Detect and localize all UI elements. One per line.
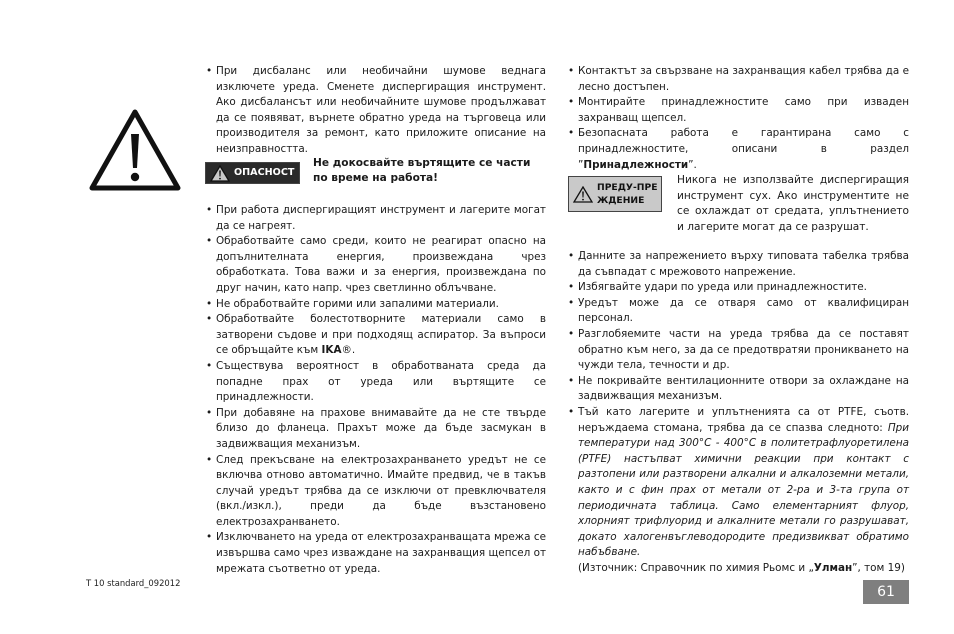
list-item: • Уредът може да се отваря само от квалифициран персонал. bbox=[568, 296, 909, 327]
list-item: • Обработвайте болестотворните материали само в затворени съдове и при подходящ аспиратор. За въпроси се обръщайте към IKA®. bbox=[206, 312, 546, 359]
list-item: • Безопасната работа е гарантирана само с принадлежностите, описани в раздел ”Принадлежности”. bbox=[568, 126, 909, 173]
danger-badge-label: ОПАСНОСТ bbox=[234, 167, 295, 178]
list-item: • При работа диспергиращият инструмент и лагерите могат да се нагреят. bbox=[206, 203, 546, 234]
ika-brand: IKA bbox=[321, 344, 342, 357]
accessories-link-text: Принадлежности bbox=[583, 158, 689, 171]
left-column-list bbox=[206, 203, 546, 577]
list-item: • Съществува вероятност в обработваната среда да попадне прах от уреда или въртящите се принадлежности. bbox=[206, 359, 546, 406]
caution-badge-label: ПРЕДУ-ПРЕЖДЕНИЕ bbox=[597, 182, 658, 206]
list-item: • При дисбаланс или необичайни шумове веднага изключете уреда. Сменете диспергиращия инструмент. Ако дисбалансът или необичайните шумове продължават да се появяват, върнете обратно уреда на търговеца или производителя за ремонт, като приложите описание на неизправността. bbox=[206, 64, 546, 158]
caution-text: Никога не използвайте диспергиращия инструмент сух. Ако инструментите не се охлаждат от средата, уплътнението и лагерите могат да се разрушат. bbox=[677, 174, 909, 233]
list-item: • Не обработвайте горими или запалими материали. bbox=[206, 297, 546, 313]
ullmann-ref: Улман bbox=[813, 561, 853, 574]
list-item: • Изключването на уреда от електрозахранващата мрежа се извършва само чрез изваждане на захранващия щепсел от мрежата съответно от уреда. bbox=[206, 530, 546, 577]
list-item: • След прекъсване на електрозахранването уредът не се включва отново автоматично. Имайте предвид, че в такъв случай уредът трябва да се изключи от превключвателя (вкл./изкл.), преди да бъде възстановено електрозахранването. bbox=[206, 453, 546, 531]
list-item: • Обработвайте само среди, които не реагират опасно на допълнителната енергия, произвеждана чрез обработката. Това важи и за енергия, произвеждана по друг начин, като напр. чрез светлинно облъчване. bbox=[206, 234, 546, 296]
list-item: • Избягвайте удари по уреда или принадлежностите. bbox=[568, 280, 909, 296]
right-column-list bbox=[568, 249, 909, 576]
list-item: • Монтирайте принадлежностите само при изваден захранващ щепсел. bbox=[568, 95, 909, 126]
danger-badge bbox=[205, 162, 300, 184]
ptfe-quote: При температури над 300°C - 400°C в политетрафлуоретилена (PTFE) настъпват химични реакции при контакт с разтопени или разтворени алкални и алкалоземни метали, както и с фин прах от метали от 2-ра и 3-та група от периодичната таблица. Само елементарният флуор, хлорният трифлуорид и алкалните метали го разрушават, докато халогенвъглеводородите предизвикват обратимо набъбване. bbox=[578, 421, 909, 559]
list-item: • Контактът за свързване на захранващия кабел трябва да е лесно достъпен. bbox=[568, 64, 909, 95]
danger-text: Не докосвайте въртящите се части по време на работа! bbox=[313, 157, 531, 184]
warning-triangle-icon bbox=[210, 165, 230, 182]
warning-triangle-icon bbox=[573, 186, 593, 203]
list-item: • Разглобяемите части на уреда трябва да се поставят обратно към него, за да се предотвратяи проникването на чужди тела, течности и др. bbox=[568, 327, 909, 374]
warning-triangle-icon bbox=[86, 106, 184, 194]
list-item: • Не покривайте вентилационните отвори за охлаждане на задвижващия механизъм. bbox=[568, 374, 909, 405]
document-id: T 10 standard_092012 bbox=[86, 578, 181, 588]
list-item: • Тъй като лагерите и уплътненията са от PTFE, съотв. неръждаема стомана, трябва да се спазва следното: При температури над 300°C - 400°C в политетрафлуоретилена (PTFE) настъпват химични реакции при контакт с разтопени или разтворени алкални и алкалоземни метали, както и с фин прах от метали от 2-ра и 3-та група от периодичната таблица. Само елементарният флуор, хлорният трифлуорид и алкалните метали го разрушават, докато халогенвъглеводородите предизвикват обратимо набъбване. (Източник: Справочник по химия Рьомс и „Улман”, том 19) bbox=[568, 405, 909, 577]
caution-badge bbox=[568, 176, 662, 212]
list-item: • При добавяне на прахове внимавайте да не сте твърде близо до фланеца. Прахът може да бъде засмукан в задвижващия механизъм. bbox=[206, 406, 546, 453]
list-item: • Данните за напрежението върху типовата табелка трябва да съвпадат с мрежовото напрежение. bbox=[568, 249, 909, 280]
left-column bbox=[206, 64, 546, 158]
right-column bbox=[568, 64, 909, 173]
page-number: 61 bbox=[863, 580, 909, 604]
